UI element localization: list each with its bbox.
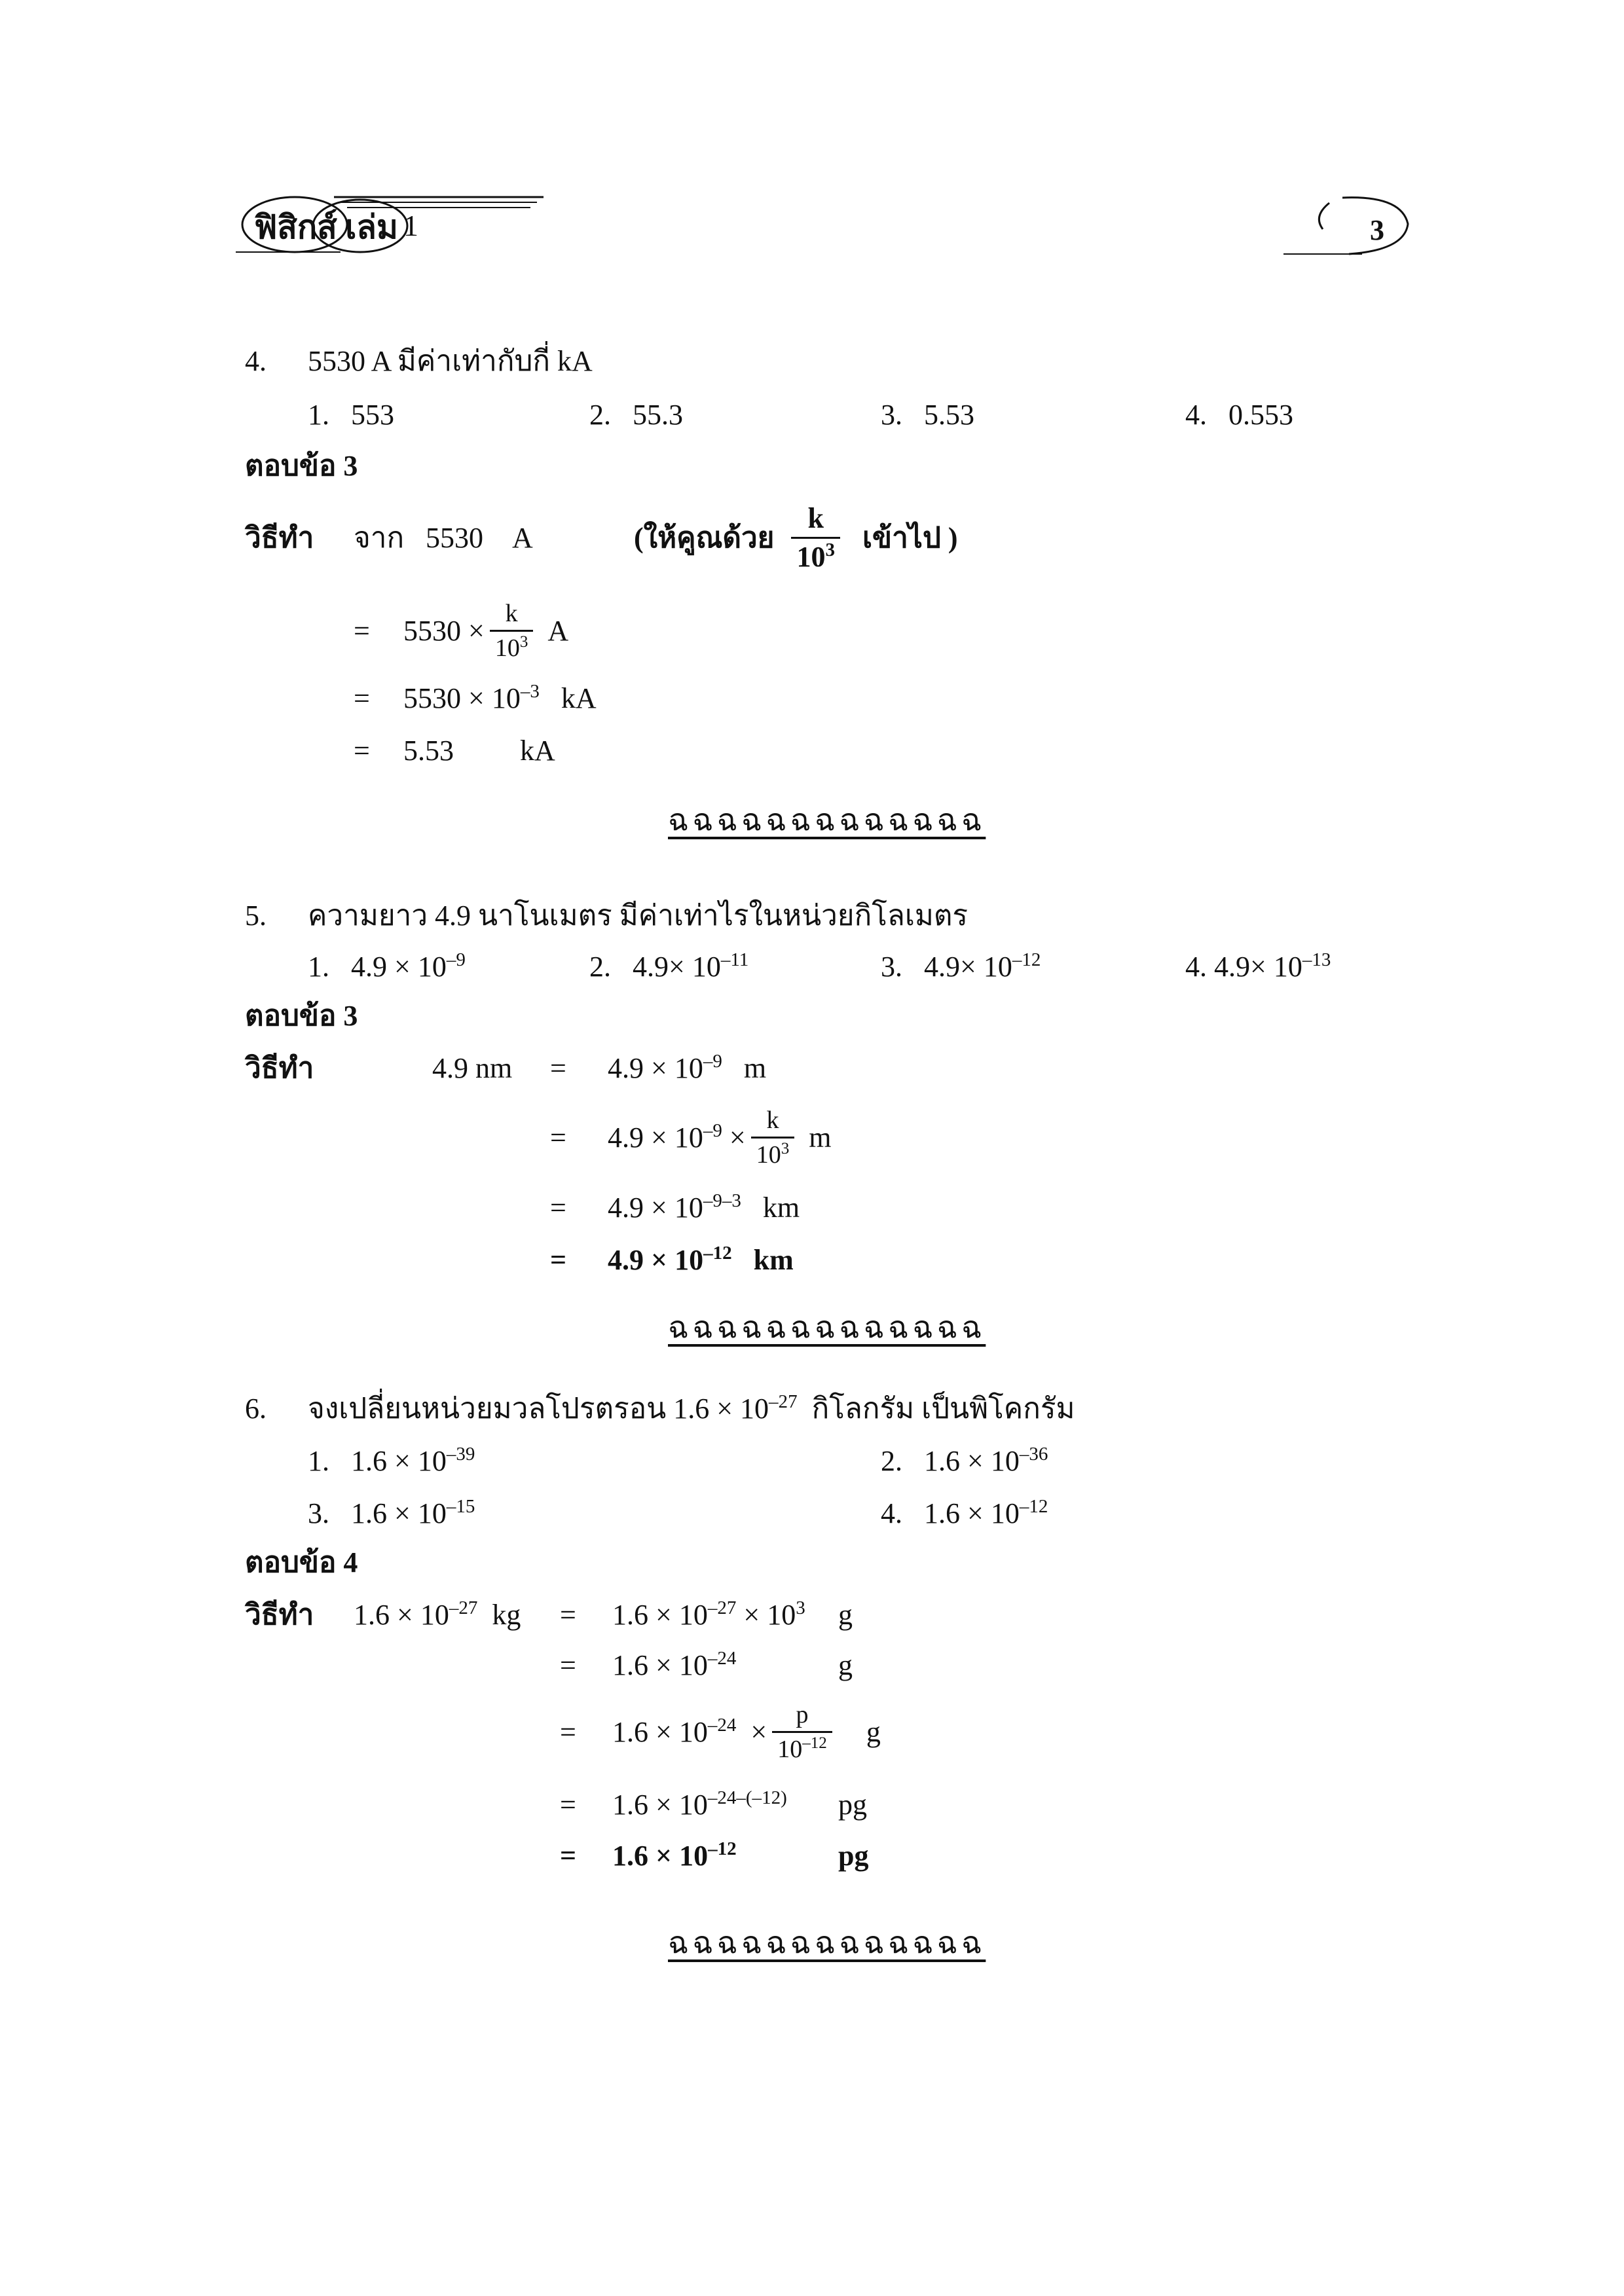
hint-line: (ให้คูณด้วย $\frac{k}{10^3}$ เข้าไป ) — [634, 502, 958, 573]
choice-1: 1. 553 — [308, 399, 394, 431]
choice-1: 1. $4.9 \times 10^{-9}$ — [308, 949, 466, 983]
lhs: $1.6 \times 10^{-27}$ kg — [354, 1597, 521, 1631]
page-number-ornament — [1283, 190, 1414, 262]
answer-label: ตอบข้อ 3 — [245, 1000, 358, 1032]
question-text: จงเปลี่ยนหน่วยมวลโปรตรอน $1.6 \times 10^{-27}$ กิโลกรัม เป็นพิโคกรัม — [308, 1391, 1075, 1425]
book-volume: 1 — [403, 209, 418, 242]
question-number: 5. — [245, 900, 267, 932]
step-4-result: = $4.9 \times 10^{-12}$ km — [550, 1243, 794, 1276]
answer-label: ตอบข้อ 4 — [245, 1546, 358, 1578]
from-word: จาก — [354, 522, 405, 554]
section-separator: ฉฉฉฉฉฉฉฉฉฉฉฉฉ — [668, 803, 986, 837]
step-1: = $4.9 \times 10^{-9}$ m — [550, 1051, 767, 1084]
question-number: 6. — [245, 1393, 267, 1425]
answer-label: ตอบข้อ 3 — [245, 450, 358, 482]
hint-fraction: $\frac{k}{10^3}$ — [791, 504, 840, 572]
section-separator: ฉฉฉฉฉฉฉฉฉฉฉฉฉ — [668, 1311, 986, 1344]
section-separator: ฉฉฉฉฉฉฉฉฉฉฉฉฉ — [668, 1926, 986, 1959]
method-label: วิธีทำ — [245, 522, 314, 554]
choice-2: 2. 55.3 — [589, 399, 683, 431]
step-2-fraction: $\frac{k}{10^3}$ — [751, 1108, 795, 1167]
from-unit: A — [512, 522, 533, 554]
question-number: 4. — [245, 345, 267, 377]
step-3: = $4.9 \times 10^{-9-3}$ km — [550, 1190, 800, 1224]
choice-1: 1. $1.6 \times 10^{-39}$ — [308, 1444, 475, 1477]
page-number: 3 — [1370, 214, 1384, 246]
step-1: = 5530 × $\frac{k}{10^3}$ A — [354, 600, 569, 662]
step-3-fraction: $\frac{p}{10^{-12}}$ — [772, 1702, 832, 1762]
method-label: วิธีทำ — [245, 1599, 314, 1631]
from-value: 5530 — [426, 522, 483, 554]
step-4: = $1.6 \times 10^{-24-(-12)}$ pg — [560, 1787, 867, 1821]
step-1: = $1.6 \times 10^{-27} \times 10^3$ g — [560, 1597, 853, 1631]
choice-4: 4. 0.553 — [1185, 399, 1293, 431]
step-2: = $5530 \times 10^{-3}$ kA — [354, 681, 597, 714]
step-3: = 5.53 kA — [354, 735, 555, 767]
choice-3: 3. $1.6 \times 10^{-15}$ — [308, 1496, 475, 1529]
method-label: วิธีทำ — [245, 1052, 314, 1084]
choice-3: 3. $4.9\times 10^{-12}$ — [881, 949, 1041, 983]
step-3: = $1.6 \times 10^{-24}$ × $\frac{p}{10^{-12}}$ g — [560, 1701, 881, 1763]
choice-2: 2. $1.6 \times 10^{-36}$ — [881, 1444, 1048, 1477]
step-5-result: = $1.6 \times 10^{-12}$ pg — [560, 1838, 869, 1872]
choice-4: 4. $1.6 \times 10^{-12}$ — [881, 1496, 1048, 1529]
question-text: 5530 A มีค่าเท่ากับกี่ kA — [308, 345, 593, 377]
question-text: ความยาว 4.9 นาโนเมตร มีค่าเท่าไรในหน่วยกิโลเมตร — [308, 900, 969, 932]
step-2: = $1.6 \times 10^{-24}$ g — [560, 1648, 853, 1681]
book-title: ฟิสิกส์ เล่ม — [254, 209, 398, 246]
step-2: = $4.9 \times 10^{-9}$ × $\frac{k}{10^3}$ m — [550, 1106, 832, 1169]
lhs: 4.9 nm — [432, 1052, 513, 1084]
choice-4: 4. $4.9\times 10^{-13}$ — [1185, 949, 1331, 983]
choice-3: 3. 5.53 — [881, 399, 974, 431]
choice-2: 2. $4.9\times 10^{-11}$ — [589, 949, 749, 983]
step-1-fraction: $\frac{k}{10^3}$ — [490, 601, 534, 661]
